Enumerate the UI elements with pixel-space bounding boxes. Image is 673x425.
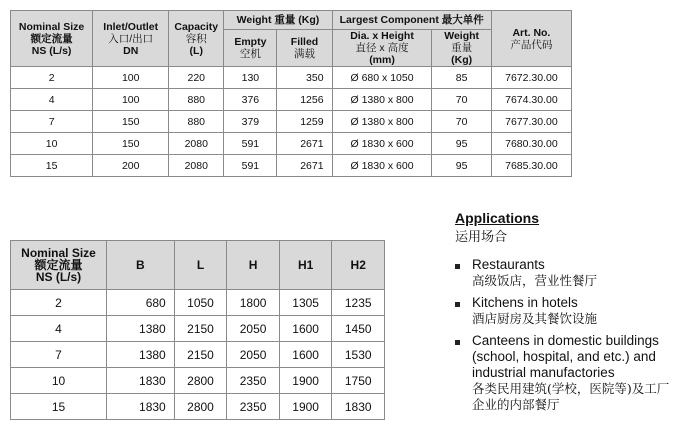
table-cell: 1800 [227,290,280,316]
application-cn: 高级饭店，营业性餐厅 [472,273,598,288]
table-cell: 2050 [227,342,280,368]
application-en: Canteens in domestic buildings (school, hospital, and etc.) and industrial manufactories [472,333,659,380]
table-cell: 2080 [169,133,224,155]
table-cell: 2050 [227,316,280,342]
table-cell: 880 [169,111,224,133]
table-cell: 85 [432,67,491,89]
list-item [455,333,670,413]
table-cell: 2150 [174,316,227,342]
table-row [11,133,572,155]
table-cell: 1530 [332,342,385,368]
application-en: Restaurants [472,257,545,272]
list-item [455,257,670,289]
table-row [11,155,572,177]
table-cell: 7685.30.00 [491,155,571,177]
dimensions-table [10,240,385,420]
table-cell: 100 [93,67,169,89]
table-cell: 2800 [174,394,227,420]
bullet-icon [455,302,460,307]
col-header-nominal-size: Nominal Size 额定流量 NS (L/s) [11,241,107,290]
col-header-h1: H1 [279,241,332,290]
col-header-inlet-outlet: Inlet/Outlet 入口/出口 DN [93,11,169,67]
list-item [455,295,670,327]
table-cell: 7 [11,342,107,368]
table-cell: 4 [11,89,93,111]
table-cell: 880 [169,89,224,111]
table-cell: 7672.30.00 [491,67,571,89]
table-cell: Ø 1830 x 600 [332,155,432,177]
col-header-nominal-size: Nominal Size 额定流量 NS (L/s) [11,11,93,67]
table-cell: 1600 [279,316,332,342]
col-header-empty: Empty 空机 [224,30,277,67]
col-header-weight: Weight 重量 (Kg) [224,11,332,30]
table-cell: 130 [224,67,277,89]
bullet-icon [455,264,460,269]
table-cell: 70 [432,111,491,133]
table-cell: Ø 1380 x 800 [332,111,432,133]
col-header-filled: Filled 满载 [277,30,332,67]
table-cell: 1259 [277,111,332,133]
table-cell: 7 [11,111,93,133]
table-cell: 591 [224,155,277,177]
col-header-dia-height: Dia. x Height 直径 x 高度 (mm) [332,30,432,67]
applications-section [455,210,670,419]
table-cell: Ø 1830 x 600 [332,133,432,155]
table-cell: 2671 [277,133,332,155]
table-cell: 220 [169,67,224,89]
table-cell: 1830 [107,368,175,394]
table-cell: 379 [224,111,277,133]
table-row [11,394,385,420]
table-cell: 1305 [279,290,332,316]
table-cell: 95 [432,133,491,155]
table-cell: 4 [11,316,107,342]
table-cell: 10 [11,368,107,394]
table-cell: 1750 [332,368,385,394]
col-header-capacity: Capacity 容积 (L) [169,11,224,67]
table-cell: Ø 1380 x 800 [332,89,432,111]
applications-title-cn: 运用场合 [455,229,508,244]
table-cell: 7680.30.00 [491,133,571,155]
table-cell: 1256 [277,89,332,111]
application-en: Kitchens in hotels [472,295,578,310]
table-cell: 1900 [279,394,332,420]
table-cell: 15 [11,394,107,420]
table-cell: 7677.30.00 [491,111,571,133]
table-cell: 7674.30.00 [491,89,571,111]
table-row [11,111,572,133]
table-cell: 1380 [107,316,175,342]
table-cell: 350 [277,67,332,89]
table-cell: 150 [93,133,169,155]
table-row [11,342,385,368]
table-cell: 1050 [174,290,227,316]
table-cell: 2350 [227,394,280,420]
col-header-l: L [174,241,227,290]
table-cell: 2800 [174,368,227,394]
col-header-h2: H2 [332,241,385,290]
col-header-b: B [107,241,175,290]
table-cell: 2150 [174,342,227,368]
application-cn: 酒店厨房及其餐饮设施 [472,311,598,326]
table-cell: Ø 680 x 1050 [332,67,432,89]
table-cell: 1830 [107,394,175,420]
table-row [11,67,572,89]
table-row [11,290,385,316]
table-cell: 591 [224,133,277,155]
table-cell: 1830 [332,394,385,420]
table-cell: 1900 [279,368,332,394]
table-cell: 2080 [169,155,224,177]
table-cell: 10 [11,133,93,155]
specs-table [10,10,572,177]
table-cell: 15 [11,155,93,177]
col-header-largest-component: Largest Component 最大单件 [332,11,491,30]
table-row [11,368,385,394]
table-cell: 1450 [332,316,385,342]
table-cell: 2671 [277,155,332,177]
table-cell: 150 [93,111,169,133]
table-cell: 680 [107,290,175,316]
table-cell: 2 [11,67,93,89]
table-cell: 2350 [227,368,280,394]
applications-title: Applications [455,210,540,226]
table-cell: 1235 [332,290,385,316]
table-cell: 95 [432,155,491,177]
table-cell: 1600 [279,342,332,368]
table-cell: 376 [224,89,277,111]
table-cell: 2 [11,290,107,316]
application-cn: 各类民用建筑(学校，医院等)及工厂企业的内部餐厅 [472,381,670,412]
col-header-h: H [227,241,280,290]
table-cell: 1380 [107,342,175,368]
table-row [11,89,572,111]
bullet-icon [455,340,460,345]
col-header-art-no: Art. No. 产品代码 [491,11,571,67]
table-cell: 200 [93,155,169,177]
table-row [11,316,385,342]
table-cell: 100 [93,89,169,111]
table-cell: 70 [432,89,491,111]
col-header-component-weight: Weight 重量 (Kg) [432,30,491,67]
